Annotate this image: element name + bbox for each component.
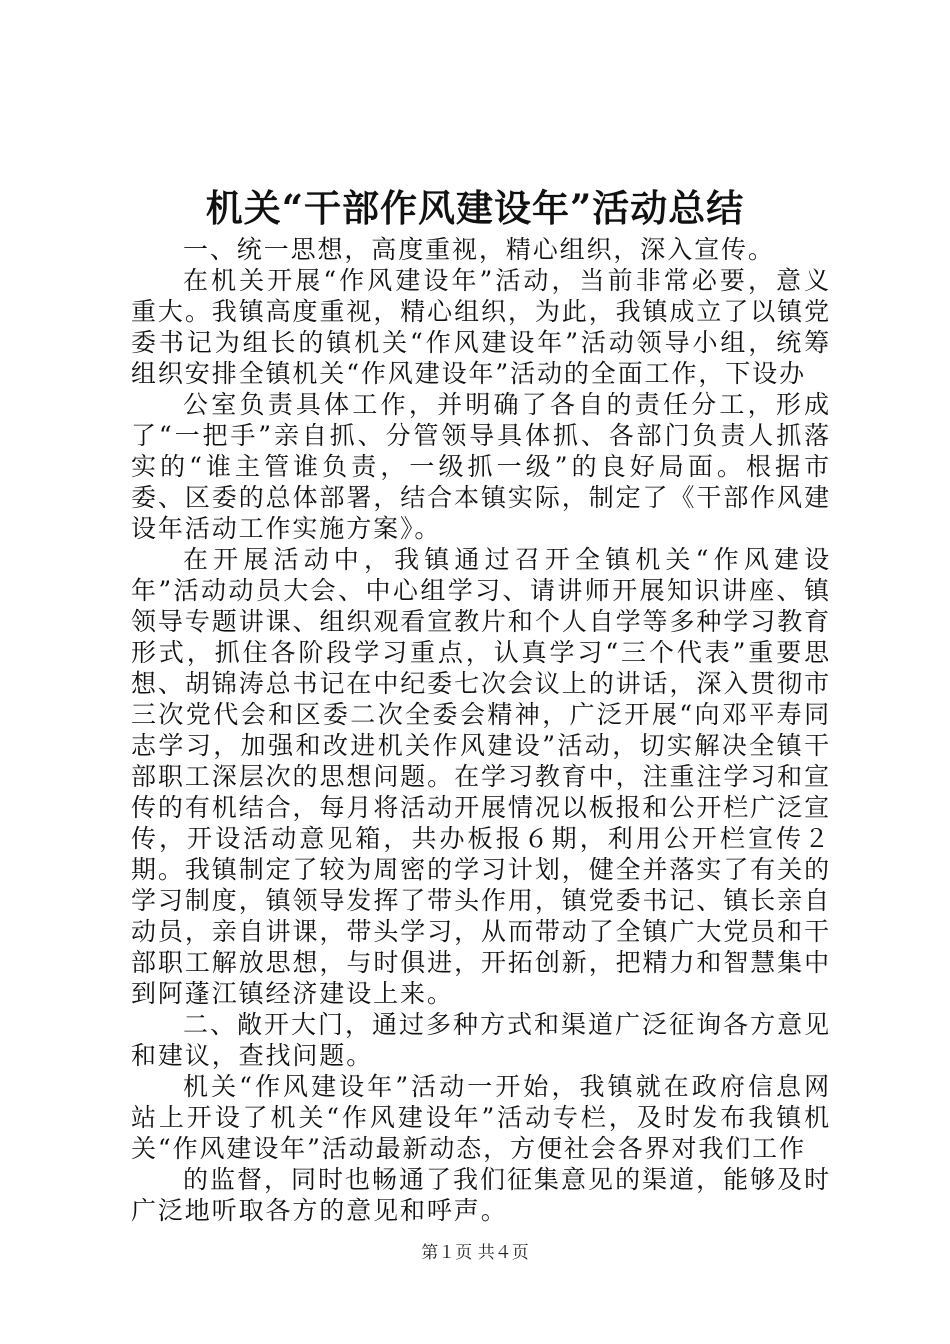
section-heading-2: 二、敞开大门，通过多种方式和渠道广泛征询各方意见和建议，查找问题。	[131, 1010, 831, 1070]
document-title: 机关“干部作风建设年”活动总结	[205, 186, 745, 230]
body-paragraph: 的监督，同时也畅通了我们征集意见的渠道，能够及时广泛地听取各方的意见和呼声。	[131, 1165, 831, 1225]
body-paragraph: 在机关开展“作风建设年”活动，当前非常必要，意义重大。我镇高度重视，精心组织，为此，我镇成立了以镇党委书记为组长的镇机关“作风建设年”活动领导小组，统筹组织安排全镇机关“作风建设年”活动的全面工作，下设办	[131, 266, 831, 388]
body-paragraph: 公室负责具体工作，并明确了各自的责任分工，形成了“一把手”亲自抓、分管领导具体抓、各部门负责人抓落实的“谁主管谁负责，一级抓一级”的良好局面。根据市委、区委的总体部署，结合本镇实际，制定了《干部作风建设年活动工作实施方案》。	[131, 390, 831, 543]
body-paragraph: 在开展活动中，我镇通过召开全镇机关“作风建设年”活动动员大会、中心组学习、请讲师开展知识讲座、镇领导专题讲课、组织观看宣教片和个人自学等多种学习教育形式，抓住各阶段学习重点，认真学习“三个代表”重要思想、胡锦涛总书记在中纪委七次会议上的讲话，深入贯彻市三次党代会和区委二次全委会精神，广泛开展“向邓平寿同志学习，加强和改进机关作风建设”活动，切实解决全镇干部职工深层次的思想问题。在学习教育中，注重注学习和宣传的有机结合，每月将活动开展情况以板报和公开栏广泛宣传，开设活动意见箱，共办板报６期，利用公开栏宣传２期。我镇制定了较为周密的学习计划，健全并落实了有关的学习制度，镇领导发挥了带头作用，镇党委书记、镇长亲自动员，亲自讲课，带头学习，从而带动了全镇广大党员和干部职工解放思想，与时俱进，开拓创新，把精力和智慧集中到阿蓬江镇经济建设上来。	[131, 545, 831, 1008]
section-heading-1: 一、统一思想，高度重视，精心组织，深入宣传。	[183, 235, 775, 264]
body-paragraph: 机关“作风建设年”活动一开始，我镇就在政府信息网站上开设了机关“作风建设年”活动专栏，及时发布我镇机关“作风建设年”活动最新动态，方便社会各界对我们工作	[131, 1072, 831, 1163]
page-footer: 第１页 共４页	[421, 1243, 529, 1263]
document-body	[131, 234, 831, 1226]
